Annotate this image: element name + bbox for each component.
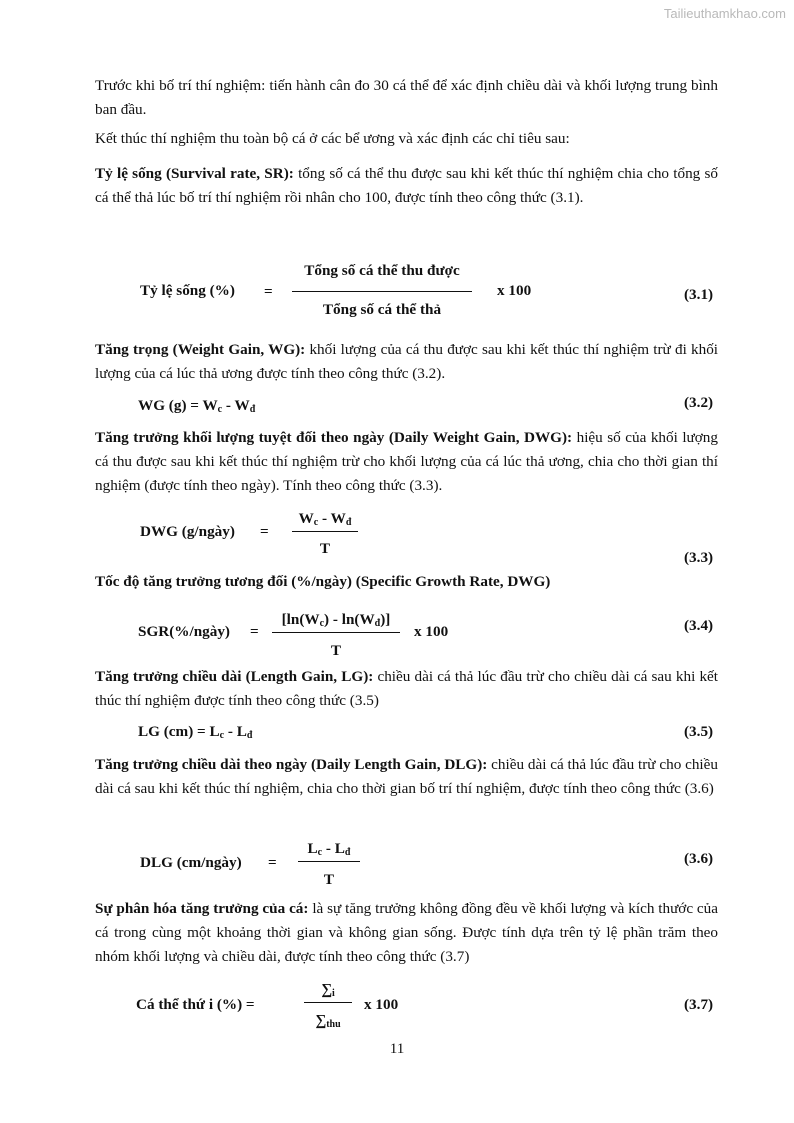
formula-lhs: Cá thể thứ i (%) = — [136, 996, 255, 1013]
fraction-numerator: $W_c - W_đ$ — [298, 510, 352, 528]
daily-length-gain-text: chiều dài cá thả lúc đầu trừ cho chiều dài cá sau khi kết thúc thí nghiệm, chia cho thời gian bố trí thí nghiệm, được tính theo công thức (3.6) — [95, 756, 718, 797]
equation-number: (3.2) — [684, 394, 714, 411]
fraction-denominator: Tổng số cá thể thả — [322, 301, 442, 318]
fraction-bar — [292, 291, 472, 292]
multiplier: x 100 — [414, 623, 449, 640]
equation-number: (3.7) — [684, 996, 714, 1013]
fraction-denominator: T — [319, 540, 331, 557]
fraction-bar — [298, 861, 360, 862]
survival-rate-text: tổng số cá thể thu được sau khi kết thúc thí nghiệm chia cho tổng số cá thể thả lúc bố trí thí nghiệm rồi nhân cho 100, được tính theo công thức (3.1). — [95, 165, 719, 206]
daily-weight-gain-paragraph — [95, 426, 718, 498]
fraction-denominator: $\sum_{thu}$ — [315, 1012, 341, 1030]
weight-gain-text: khối lượng của cá thu được sau khi kết thúc thí nghiệm trừ đi khối lượng của cá lúc thả ương được tính theo công thức (3.2). — [95, 341, 719, 382]
fraction-numerator: $\sum_i$ — [321, 981, 335, 999]
fraction-bar — [272, 632, 400, 633]
equation-number: (3.4) — [684, 617, 714, 634]
equals-sign: = — [268, 854, 277, 871]
intro-paragraph-2: Kết thúc thí nghiệm thu toàn bộ cá ở các bể ương và xác định các chỉ tiêu sau: — [95, 130, 570, 147]
fraction-denominator: T — [330, 642, 342, 659]
page-number: 11 — [389, 1040, 405, 1057]
formula-lhs: DWG (g/ngày) — [140, 523, 235, 540]
length-gain-term: Tăng trưởng chiều dài (Length Gain, LG): — [95, 668, 374, 685]
fraction-numerator: Tổng số cá thể thu được — [304, 262, 460, 279]
survival-rate-term: Tỷ lệ sống (Survival rate, SR): — [95, 165, 294, 182]
intro-paragraph-1: Trước khi bố trí thí nghiệm: tiến hành cân đo 30 cá thể để xác định chiều dài và khối lượng trung bình ban đầu. — [95, 77, 718, 118]
fraction-numerator: $L_c - L_đ$ — [307, 840, 351, 858]
equals-sign: = — [260, 523, 269, 540]
formula-lhs: DLG (cm/ngày) — [140, 854, 242, 871]
fraction-denominator: T — [323, 871, 335, 888]
watermark: Tailieuthamkhao.com — [663, 6, 786, 21]
growth-differentiation-text: là sự tăng trưởng không đồng đều về khối lượng và kích thước của cá trong cùng một khoảng thời gian và không gian sống. Được tính dựa trên tỷ lệ phần trăm theo nhóm khối lượng và chiều dài, được tính theo công thức (3.7) — [95, 900, 718, 965]
equals-sign: = — [264, 283, 273, 300]
specific-growth-rate-heading: Tốc độ tăng trưởng tương đối (%/ngày) (Specific Growth Rate, DWG) — [95, 573, 551, 590]
daily-length-gain-term: Tăng trưởng chiều dài theo ngày (Daily Length Gain, DLG): — [95, 756, 488, 773]
daily-weight-gain-text: hiệu số của khối lượng cá thu được sau khi kết thúc thí nghiệm trừ cho khối lượng của cá lúc thả ương, chia cho thời gian thí nghiệm (được tính theo ngày). Tính theo công thức (3.3). — [95, 429, 718, 494]
daily-weight-gain-term: Tăng trưởng khối lượng tuyệt đối theo ngày (Daily Weight Gain, DWG): — [95, 429, 573, 446]
formula-lhs: Tỷ lệ sống (%) — [140, 282, 235, 299]
formula-expression: WG $(g) = W_c - W_đ$ — [138, 397, 256, 415]
fraction-numerator: $[\ln(W_c) - \ln(W_đ)]$ — [281, 611, 391, 629]
equation-number: (3.3) — [684, 549, 714, 566]
formula-expression: LG $(cm) = L_c - L_đ$ — [138, 723, 253, 741]
multiplier: x 100 — [497, 282, 532, 299]
equation-number: (3.6) — [684, 850, 714, 867]
equals-sign: = — [250, 623, 259, 640]
equation-number: (3.1) — [684, 286, 714, 303]
fraction-bar — [292, 531, 358, 532]
fraction-bar — [304, 1002, 352, 1003]
length-gain-text: chiều dài cá thả lúc đầu trừ cho chiều dài cá sau khi kết thúc thí nghiệm được tính theo công thức (3.5) — [95, 668, 718, 709]
weight-gain-paragraph — [95, 338, 718, 386]
growth-differentiation-term: Sự phân hóa tăng trưởng của cá: — [95, 900, 309, 917]
length-gain-paragraph — [95, 665, 718, 713]
growth-differentiation-paragraph — [95, 897, 718, 969]
survival-rate-paragraph — [95, 162, 718, 210]
multiplier: x 100 — [364, 996, 399, 1013]
equation-number: (3.5) — [684, 723, 714, 740]
formula-lhs: SGR(%/ngày) — [138, 623, 230, 640]
daily-length-gain-paragraph — [95, 753, 718, 801]
weight-gain-term: Tăng trọng (Weight Gain, WG): — [95, 341, 306, 358]
